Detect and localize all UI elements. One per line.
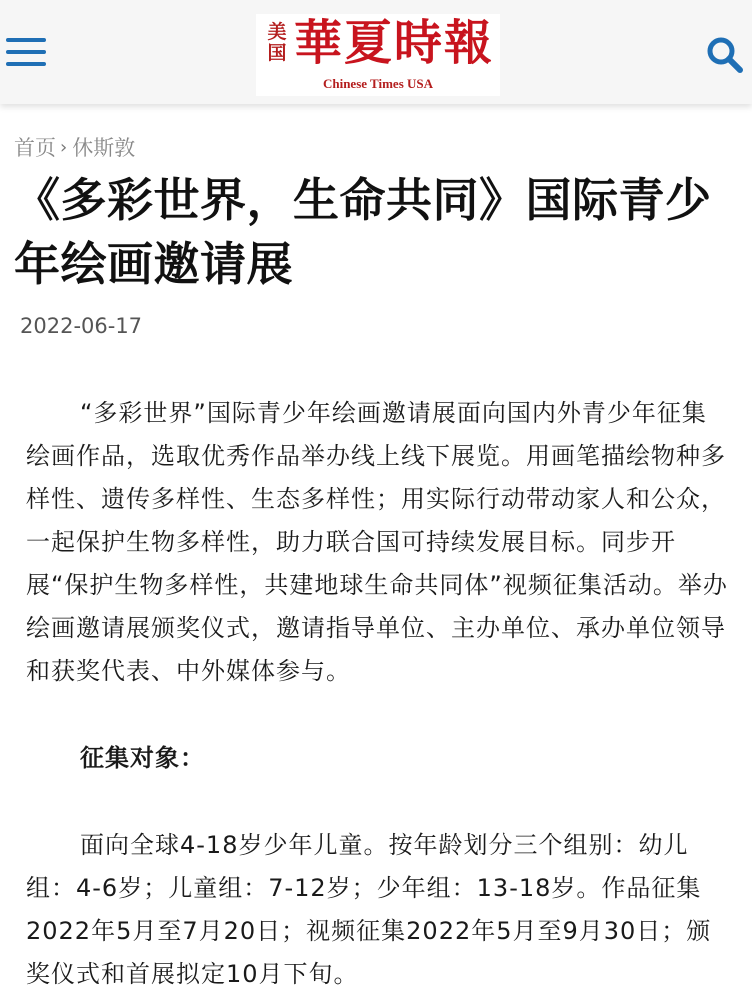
breadcrumb — [14, 132, 135, 162]
site-logo[interactable] — [256, 14, 500, 96]
article-date: 2022-06-17 — [20, 314, 143, 338]
breadcrumb-separator-icon: › — [60, 136, 68, 158]
breadcrumb-home-link[interactable]: 首页 — [14, 136, 56, 160]
hamburger-menu-icon[interactable] — [6, 34, 46, 70]
article-title: 《多彩世界，生命共同》国际青少年绘画邀请展 — [14, 173, 712, 291]
logo-title: 華夏時報 — [294, 15, 495, 71]
search-icon[interactable] — [706, 36, 744, 74]
article-body — [26, 392, 730, 996]
logo-prefix: 美国 — [267, 21, 287, 64]
article-paragraph: 面向全球4-18岁少年儿童。按年龄划分三个组别：幼儿组：4-6岁；儿童组：7-12岁；少年组：13-18岁。作品征集2022年5月至7月20日；视频征集2022年5月至9月30日；颁奖仪式和首展拟定10月下旬。 — [26, 831, 712, 988]
article-paragraph: “多彩世界”国际青少年绘画邀请展面向国内外青少年征集绘画作品，选取优秀作品举办线上线下展览。用画笔描绘物种多样性、遗传多样性、生态多样性；用实际行动带动家人和公众，一起保护生物多样性，助力联合国可持续发展目标。同步开展“保护生物多样性，共建地球生命共同体”视频征集活动。举办绘画邀请展颁奖仪式，邀请指导单位、主办单位、承办单位领导和获奖代表、中外媒体参与。 — [26, 399, 728, 685]
logo-subtitle: Chinese Times USA — [322, 76, 434, 91]
section-heading: 征集对象： — [80, 744, 205, 772]
site-header — [0, 0, 752, 104]
breadcrumb-current-link[interactable]: 休斯敦 — [72, 136, 136, 160]
